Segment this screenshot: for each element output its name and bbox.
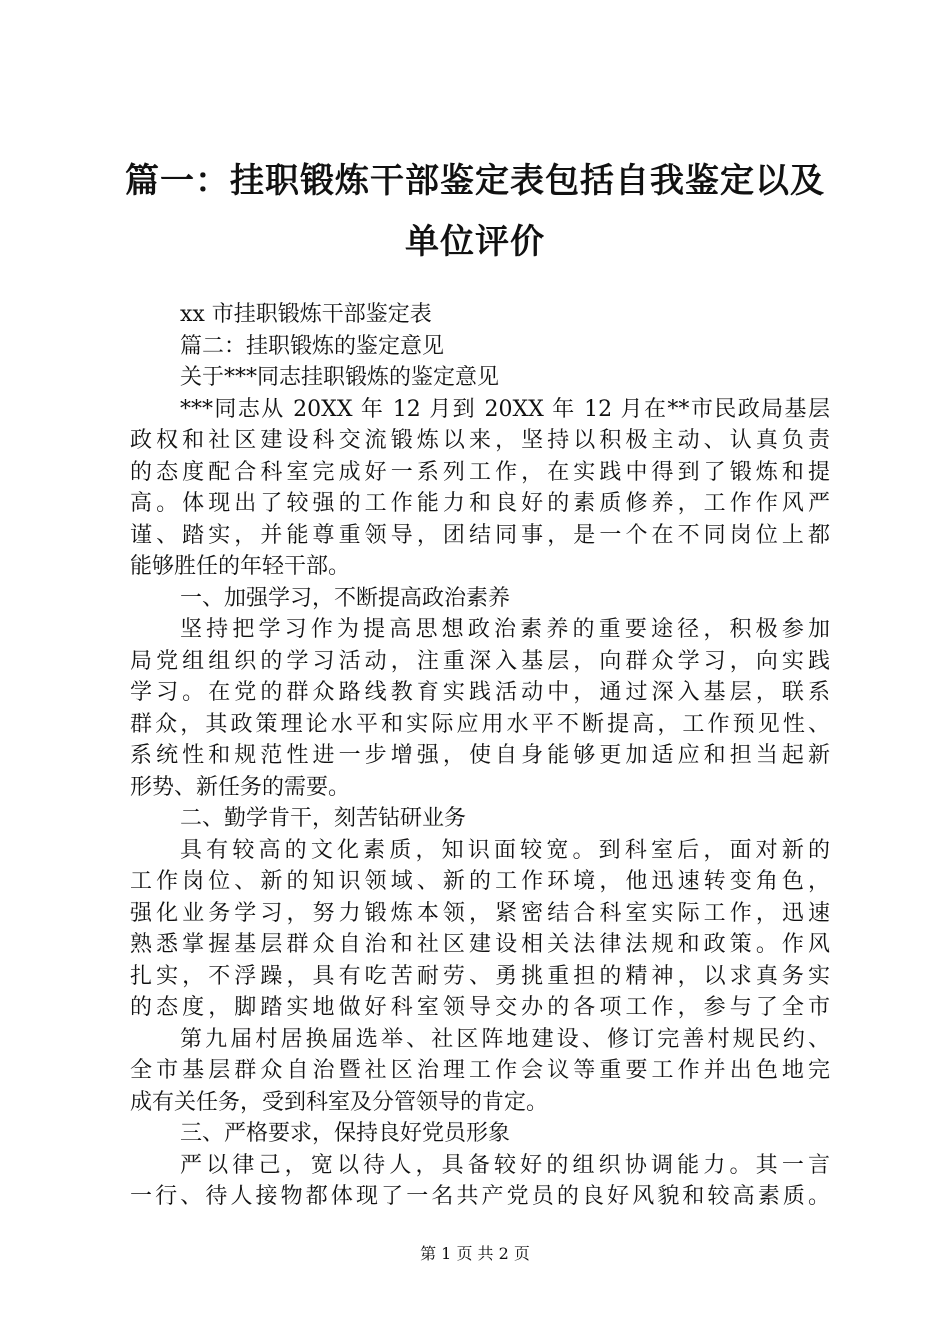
text-line: 全市基层群众自治暨社区治理工作会议等重要工作并出色地完: [130, 1058, 830, 1083]
section-heading: 一、加强学习，不断提高政治素养: [180, 585, 511, 611]
text-line: 的态度，脚踏实地做好科室领导交办的各项工作，参与了全市: [130, 995, 830, 1020]
text-line: 具有较高的文化素质，知识面较宽。到科室后，面对新的: [180, 837, 830, 863]
text-line: 一行、待人接物都体现了一名共产党员的良好风貌和较高素质。: [130, 1184, 830, 1209]
text-line: 强化业务学习，努力锻炼本领，紧密结合科室实际工作，迅速: [130, 900, 830, 926]
text-line: 局党组组织的学习活动，注重深入基层，向群众学习，向实践: [130, 648, 830, 674]
text-line: 关于***同志挂职锻炼的鉴定意见: [180, 365, 500, 390]
text-line: 坚持把学习作为提高思想政治素养的重要途径，积极参加: [180, 617, 830, 642]
text-line: 熟悉掌握基层群众自治和社区建设相关法律法规和政策。作风: [130, 932, 830, 957]
text-line: 扎实，不浮躁，具有吃苦耐劳、勇挑重担的精神，以求真务实: [130, 963, 830, 989]
text-line: 政权和社区建设科交流锻炼以来，坚持以积极主动、认真负责: [130, 428, 830, 453]
document-title-line-1: 篇一：挂职锻炼干部鉴定表包括自我鉴定以及: [125, 161, 825, 201]
page-number-footer: 第 1 页 共 2 页: [420, 1244, 530, 1263]
text-line: 系统性和规范性进一步增强，使自身能够更加适应和担当起新: [130, 743, 830, 768]
section-heading: 二、勤学肯干，刻苦钻研业务: [180, 806, 467, 831]
text-line: 工作岗位、新的知识领域、新的工作环境，他迅速转变角色，: [130, 869, 830, 894]
text-line: 的态度配合科室完成好一系列工作，在实践中得到了锻炼和提: [130, 459, 830, 485]
text-line: 谨、踏实，并能尊重领导，团结同事，是一个在不同岗位上都: [130, 522, 830, 548]
text-line: 篇二：挂职锻炼的鉴定意见: [180, 333, 445, 359]
section-heading: 三、严格要求，保持良好党员形象: [180, 1121, 511, 1146]
text-line: 严以律己，宽以待人，具备较好的组织协调能力。其一言: [180, 1152, 830, 1178]
text-line: 成有关任务，受到科室及分管领导的肯定。: [130, 1089, 549, 1115]
document-title-line-2: 单位评价: [405, 222, 545, 262]
text-line: 群众，其政策理论水平和实际应用水平不断提高，工作预见性、: [130, 711, 830, 737]
document-body: [130, 299, 830, 1213]
text-line: 第九届村居换届选举、社区阵地建设、修订完善村规民约、: [180, 1026, 830, 1052]
text-line: 形势、新任务的需要。: [130, 774, 351, 800]
text-line: ***同志从 20XX 年 12 月到 20XX 年 12 月在**市民政局基层: [180, 396, 830, 422]
text-line: 学习。在党的群众路线教育实践活动中，通过深入基层，联系: [130, 680, 830, 705]
text-line: 能够胜任的年轻干部。: [130, 554, 351, 579]
text-line: 高。体现出了较强的工作能力和良好的素质修养，工作作风严: [130, 491, 830, 516]
text-line: xx 市挂职锻炼干部鉴定表: [180, 302, 432, 327]
